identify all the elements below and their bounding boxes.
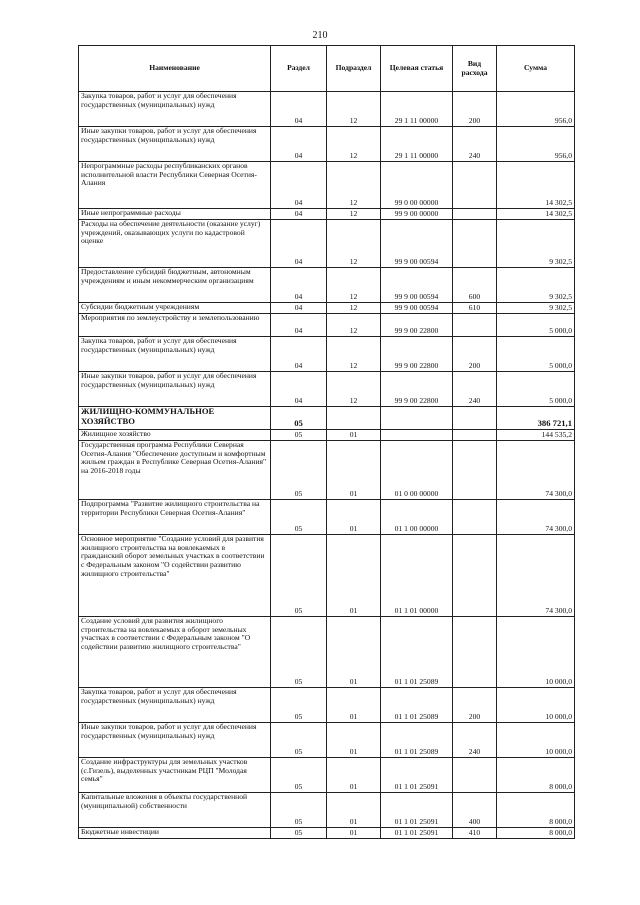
row-amount: 144 535,2 — [497, 430, 575, 441]
row-section: 04 — [271, 314, 327, 337]
row-amount: 14 302,5 — [497, 162, 575, 209]
row-subsection: 12 — [327, 220, 381, 268]
header-subsection: Подраздел — [327, 46, 381, 92]
row-expense-type: 200 — [453, 688, 497, 723]
row-amount: 74 300,0 — [497, 535, 575, 617]
row-expense-type: 200 — [453, 92, 497, 127]
page-number: 210 — [312, 30, 328, 41]
row-target: 01 1 01 25089 — [381, 617, 453, 688]
row-expense-type: 610 — [453, 303, 497, 314]
table-row — [79, 617, 575, 688]
row-name: Субсидии бюджетным учреждениям — [79, 303, 271, 314]
row-expense-type: 240 — [453, 723, 497, 758]
header-section: Раздел — [271, 46, 327, 92]
row-subsection: 01 — [327, 617, 381, 688]
row-amount: 10 000,0 — [497, 688, 575, 723]
row-subsection — [327, 407, 381, 430]
row-section: 05 — [271, 793, 327, 828]
row-name: Основное мероприятие "Создание условий для развития жилищного строительства на вовлекаемых в гражданский оборот земельных участках в соответствии с Федеральным законом "О содействии развитию жилищного строительства" — [79, 535, 271, 617]
row-subsection: 12 — [327, 92, 381, 127]
row-name: Создание инфраструктуры для земельных участков (с.Гизель), выделенных участникам РЦП "Молодая семья" — [79, 758, 271, 793]
table-row — [79, 303, 575, 314]
row-expense-type — [453, 162, 497, 209]
table-row — [79, 407, 575, 430]
row-target: 99 9 00 22800 — [381, 314, 453, 337]
row-section: 05 — [271, 828, 327, 839]
row-amount: 956,0 — [497, 127, 575, 162]
table-row — [79, 220, 575, 268]
row-subsection: 01 — [327, 441, 381, 500]
row-section: 05 — [271, 617, 327, 688]
table-row — [79, 535, 575, 617]
row-target: 99 9 00 00594 — [381, 268, 453, 303]
row-expense-type — [453, 407, 497, 430]
row-section: 05 — [271, 688, 327, 723]
row-expense-type: 240 — [453, 127, 497, 162]
row-amount: 74 300,0 — [497, 500, 575, 535]
table-row — [79, 430, 575, 441]
row-target: 29 1 11 00000 — [381, 92, 453, 127]
row-subsection: 01 — [327, 500, 381, 535]
row-expense-type: 600 — [453, 268, 497, 303]
row-amount: 8 000,0 — [497, 758, 575, 793]
row-amount: 9 302,5 — [497, 303, 575, 314]
row-name: Закупка товаров, работ и услуг для обеспечения государственных (муниципальных) нужд — [79, 92, 271, 127]
row-amount: 8 000,0 — [497, 793, 575, 828]
row-section: 04 — [271, 127, 327, 162]
row-name: Создание условий для развития жилищного строительства на вовлекаемых в оборот земельных участках в соответствии с Федеральным законом "О содействии развитию жилищного строительства" — [79, 617, 271, 688]
row-target: 99 9 00 22800 — [381, 337, 453, 372]
row-section: 04 — [271, 372, 327, 407]
table-row — [79, 441, 575, 500]
row-expense-type: 200 — [453, 337, 497, 372]
row-section: 05 — [271, 500, 327, 535]
row-amount: 956,0 — [497, 92, 575, 127]
row-expense-type — [453, 430, 497, 441]
row-expense-type — [453, 617, 497, 688]
row-section: 04 — [271, 220, 327, 268]
row-amount: 9 302,5 — [497, 268, 575, 303]
row-amount: 10 000,0 — [497, 617, 575, 688]
table-row — [79, 92, 575, 127]
table-row — [79, 314, 575, 337]
table-body — [79, 92, 575, 839]
row-name: Непрограммные расходы республиканских органов исполнительной власти Республики Северная Осетия-Алания — [79, 162, 271, 209]
row-subsection: 01 — [327, 535, 381, 617]
header-target: Целевая статья — [381, 46, 453, 92]
row-subsection: 12 — [327, 162, 381, 209]
row-section: 04 — [271, 303, 327, 314]
row-name: Мероприятия по землеустройству и землепользованию — [79, 314, 271, 337]
row-name: Закупка товаров, работ и услуг для обеспечения государственных (муниципальных) нужд — [79, 688, 271, 723]
row-section: 05 — [271, 723, 327, 758]
row-section: 04 — [271, 337, 327, 372]
row-target — [381, 407, 453, 430]
row-subsection: 12 — [327, 372, 381, 407]
row-expense-type: 240 — [453, 372, 497, 407]
row-name: Иные закупки товаров, работ и услуг для обеспечения государственных (муниципальных) нужд — [79, 127, 271, 162]
table-row — [79, 828, 575, 839]
table-row — [79, 688, 575, 723]
row-section: 05 — [271, 407, 327, 430]
table-row — [79, 337, 575, 372]
row-expense-type — [453, 758, 497, 793]
row-amount: 14 302,5 — [497, 209, 575, 220]
row-target: 99 9 00 00594 — [381, 303, 453, 314]
table-row — [79, 127, 575, 162]
row-section: 05 — [271, 430, 327, 441]
row-expense-type — [453, 441, 497, 500]
row-target: 01 1 01 25091 — [381, 828, 453, 839]
header-amount: Сумма — [497, 46, 575, 92]
row-target: 99 9 00 00000 — [381, 209, 453, 220]
row-target: 99 9 00 00594 — [381, 220, 453, 268]
row-amount: 5 000,0 — [497, 337, 575, 372]
row-subsection: 01 — [327, 723, 381, 758]
row-amount: 8 000,0 — [497, 828, 575, 839]
row-target: 99 9 00 22800 — [381, 372, 453, 407]
table-row — [79, 372, 575, 407]
row-target: 01 1 01 25089 — [381, 723, 453, 758]
row-subsection: 12 — [327, 127, 381, 162]
row-name: Иные закупки товаров, работ и услуг для обеспечения государственных (муниципальных) нужд — [79, 372, 271, 407]
row-name: Предоставление субсидий бюджетным, автономным учреждениям и иным некоммерческим организациям — [79, 268, 271, 303]
row-name: Государственная программа Республики Северная Осетия-Алания "Обеспечение доступным и комфортным жильем граждан в Республике Северная Осетия-Алания" на 2016-2018 годы — [79, 441, 271, 500]
row-amount: 386 721,1 — [497, 407, 575, 430]
row-target: 01 1 01 00000 — [381, 535, 453, 617]
row-target: 01 1 01 25091 — [381, 758, 453, 793]
header-name: Наименование — [79, 46, 271, 92]
row-target: 29 1 11 00000 — [381, 127, 453, 162]
row-expense-type: 400 — [453, 793, 497, 828]
row-section: 05 — [271, 535, 327, 617]
row-amount: 9 302,5 — [497, 220, 575, 268]
row-subsection: 12 — [327, 303, 381, 314]
row-target: 01 1 01 25091 — [381, 793, 453, 828]
row-amount: 74 300,0 — [497, 441, 575, 500]
row-name: Иные закупки товаров, работ и услуг для обеспечения государственных (муниципальных) нужд — [79, 723, 271, 758]
row-expense-type — [453, 535, 497, 617]
row-name: Подпрограмма "Развитие жилищного строительства на территории Республики Северная Осетия-Алания" — [79, 500, 271, 535]
header-expense-type: Вид расхода — [453, 46, 497, 92]
row-subsection: 01 — [327, 793, 381, 828]
row-expense-type: 410 — [453, 828, 497, 839]
row-name: Жилищное хозяйство — [79, 430, 271, 441]
row-subsection: 01 — [327, 688, 381, 723]
row-subsection: 12 — [327, 337, 381, 372]
row-expense-type — [453, 314, 497, 337]
table-header-row — [79, 46, 575, 92]
row-target: 99 0 00 00000 — [381, 162, 453, 209]
budget-table — [78, 45, 575, 839]
row-amount: 10 000,0 — [497, 723, 575, 758]
row-section: 04 — [271, 92, 327, 127]
row-section: 04 — [271, 209, 327, 220]
row-name: ЖИЛИЩНО-КОММУНАЛЬНОЕ ХОЗЯЙСТВО — [79, 407, 271, 430]
row-subsection: 12 — [327, 314, 381, 337]
row-name: Капитальные вложения в объекты государственной (муниципальной) собственности — [79, 793, 271, 828]
row-section: 04 — [271, 268, 327, 303]
row-expense-type — [453, 209, 497, 220]
row-subsection: 12 — [327, 209, 381, 220]
table-row — [79, 723, 575, 758]
table-row — [79, 268, 575, 303]
row-expense-type — [453, 500, 497, 535]
row-subsection: 01 — [327, 758, 381, 793]
table-row — [79, 500, 575, 535]
row-subsection: 12 — [327, 268, 381, 303]
table-row — [79, 209, 575, 220]
row-target: 01 1 00 00000 — [381, 500, 453, 535]
row-subsection: 01 — [327, 430, 381, 441]
row-section: 05 — [271, 758, 327, 793]
table-row — [79, 758, 575, 793]
table-row — [79, 162, 575, 209]
row-target: 01 1 01 25089 — [381, 688, 453, 723]
row-amount: 5 000,0 — [497, 314, 575, 337]
row-expense-type — [453, 220, 497, 268]
row-target: 01 0 00 00000 — [381, 441, 453, 500]
row-name: Бюджетные инвестиции — [79, 828, 271, 839]
row-name: Расходы на обеспечение деятельности (оказание услуг) учреждений, оказывающих услуги по кадастровой оценке — [79, 220, 271, 268]
row-amount: 5 000,0 — [497, 372, 575, 407]
row-target — [381, 430, 453, 441]
row-name: Иные непрограммные расходы — [79, 209, 271, 220]
table-row — [79, 793, 575, 828]
row-section: 05 — [271, 441, 327, 500]
row-section: 04 — [271, 162, 327, 209]
row-name: Закупка товаров, работ и услуг для обеспечения государственных (муниципальных) нужд — [79, 337, 271, 372]
row-subsection: 01 — [327, 828, 381, 839]
